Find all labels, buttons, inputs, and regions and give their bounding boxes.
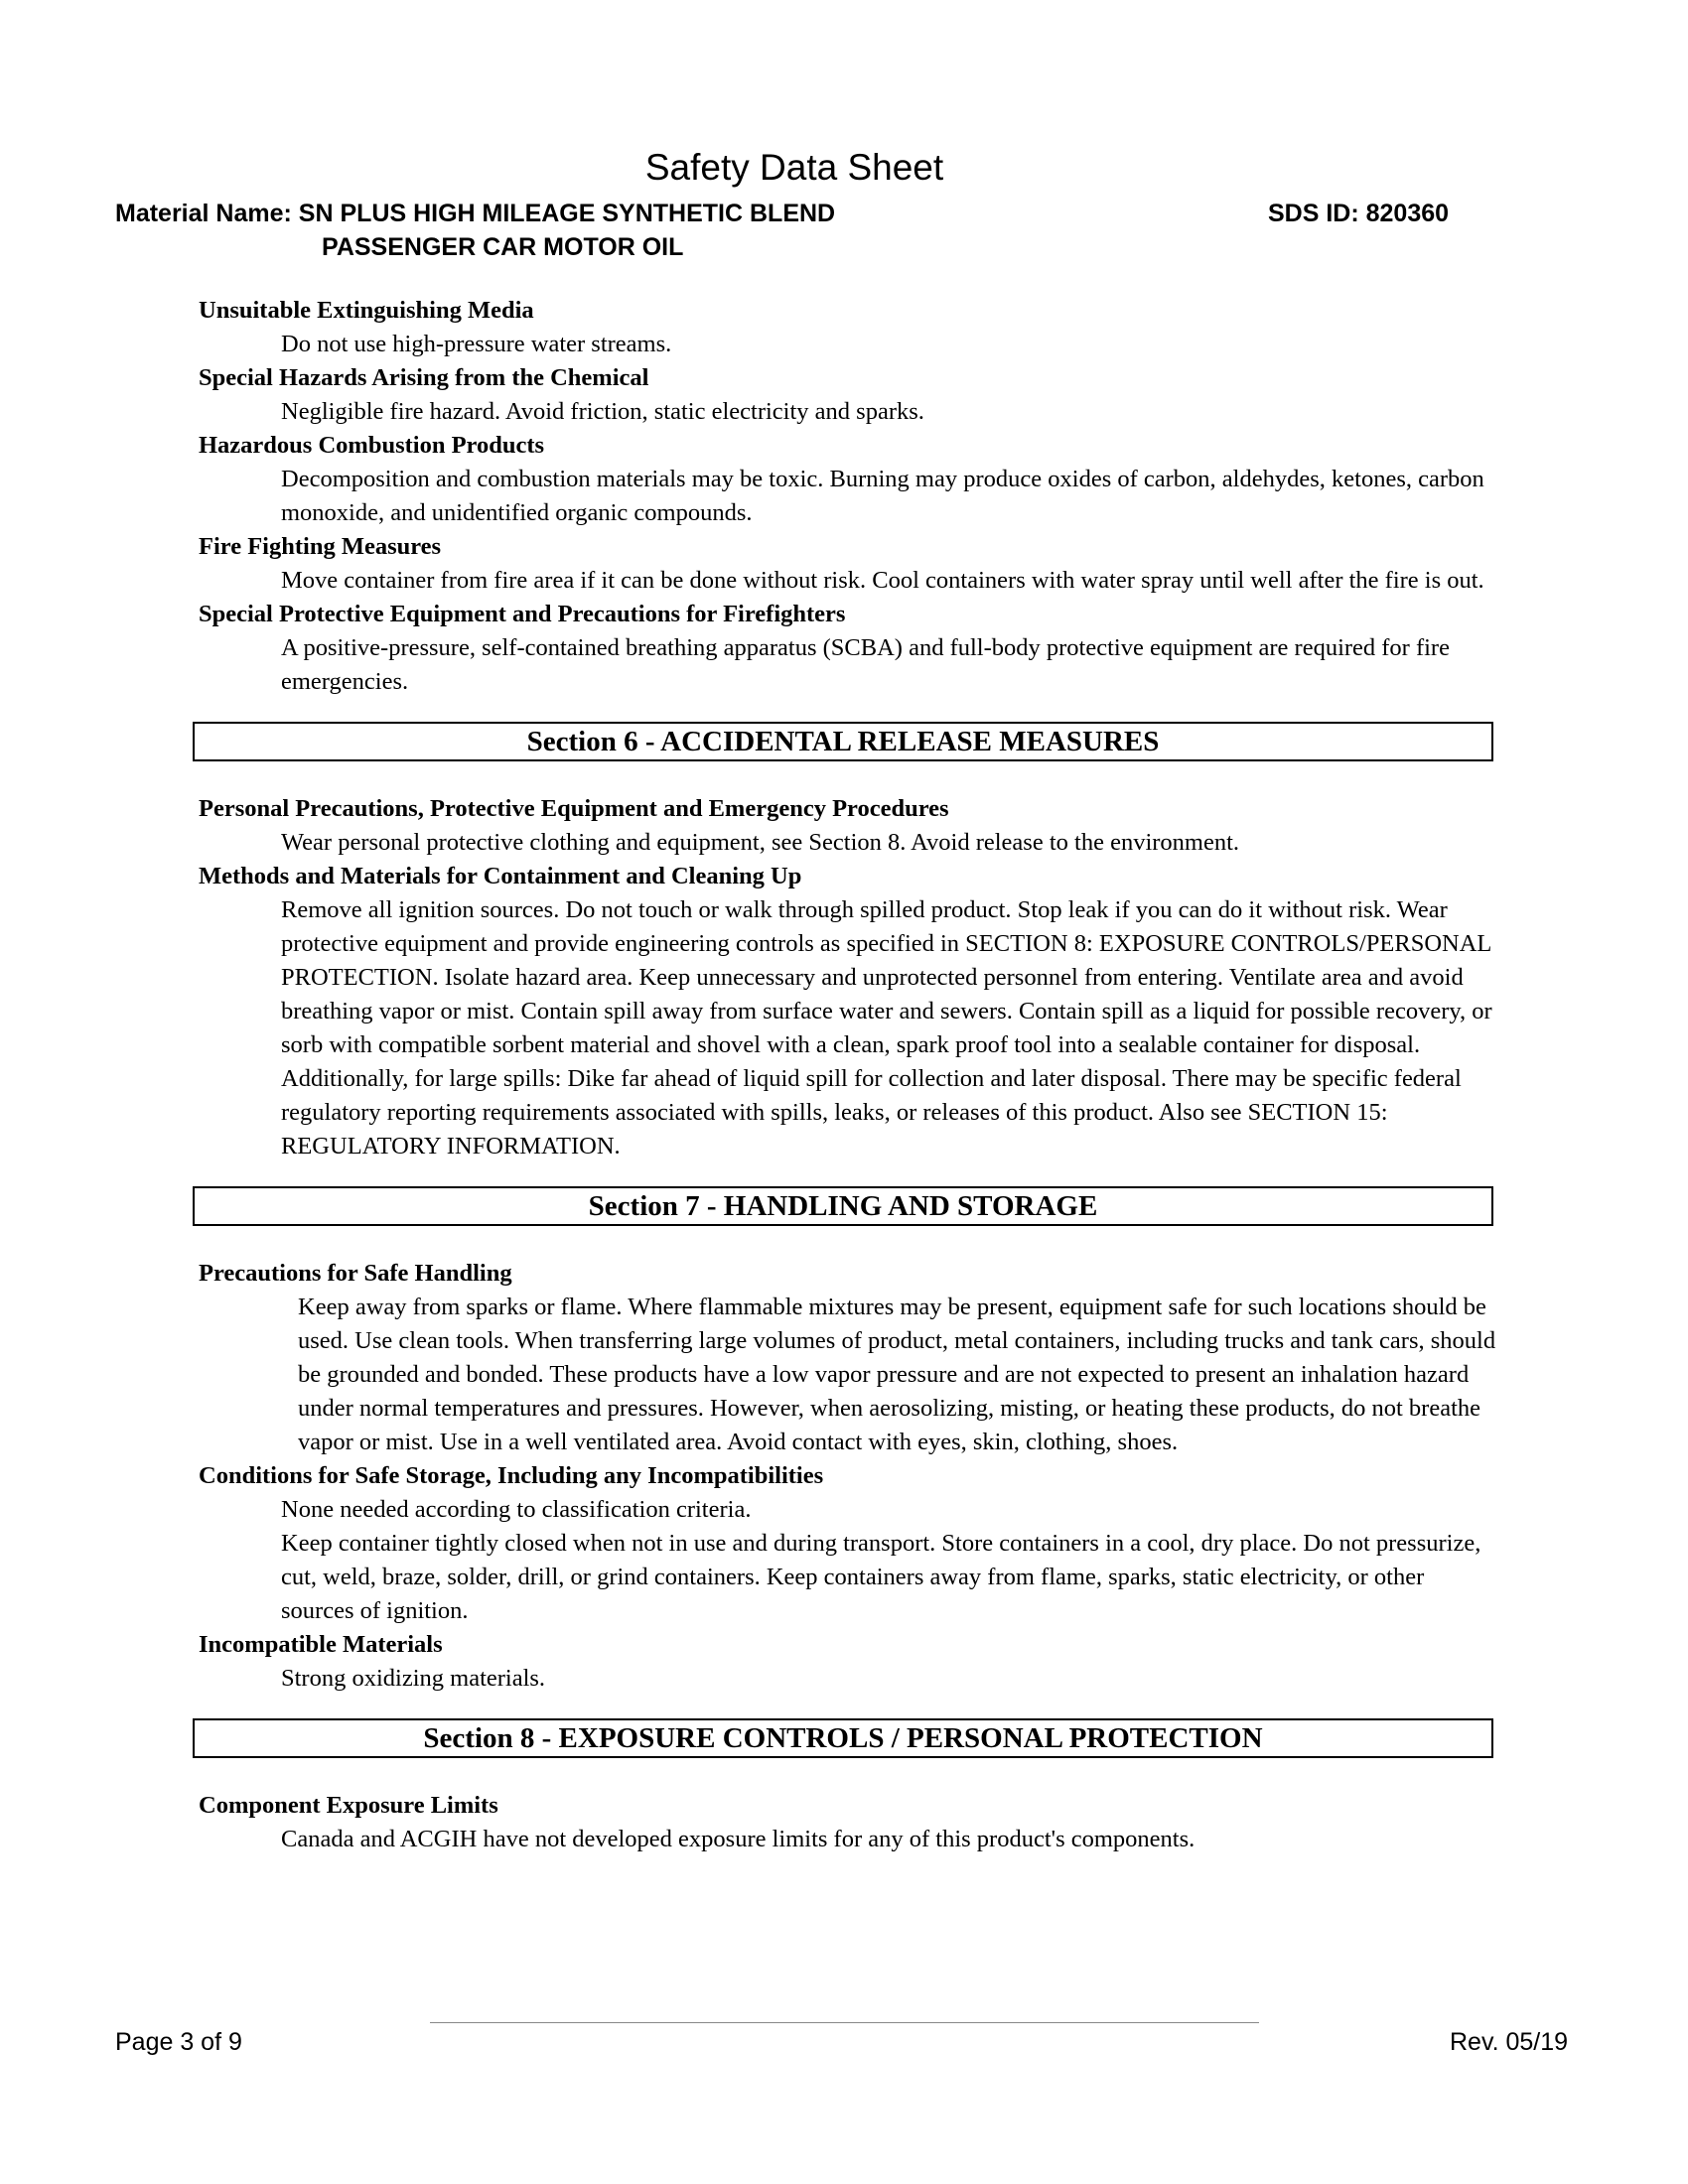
paragraph-fire-fighting: Move container from fire area if it can be done without risk. Cool containers with water spray until well after the fire is out.	[281, 567, 1484, 594]
paragraph-protective-equipment: A positive-pressure, self-contained breathing apparatus (SCBA) and full-body protective equipment are required for fire emergencies.	[281, 634, 1450, 695]
sds-id: SDS ID: 820360	[1268, 200, 1450, 227]
material-name	[115, 197, 835, 264]
page-number: Page 3 of 9	[115, 2028, 242, 2056]
paragraph-special-hazards: Negligible fire hazard. Avoid friction, static electricity and sparks.	[281, 398, 924, 425]
section-7-title: Section 7 - HANDLING AND STORAGE	[193, 1186, 1493, 1226]
subheading-protective-equipment: Special Protective Equipment and Precautions for Firefighters	[199, 601, 846, 627]
subheading-special-hazards: Special Hazards Arising from the Chemical	[199, 364, 649, 391]
section-6-title: Section 6 - ACCIDENTAL RELEASE MEASURES	[193, 722, 1493, 761]
paragraph-safe-storage-2: Keep container tightly closed when not in use and during transport. Store containers in a cool, dry place. Do not pressurize, cut, weld, braze, solder, drill, or grind containers. Keep containers away from flame, sparks, static electricity, or other sources of ignition.	[281, 1530, 1481, 1624]
paragraph-containment: Remove all ignition sources. Do not touch or walk through spilled product. Stop leak if you can do it without risk. Wear protective equipment and provide engineering controls as specified in SECTION 8: EXPOSURE CONTROLS/PERSONAL PROTECTION. Isolate hazard area. Keep unnecessary and unprotected personnel from entering. Ventilate area and avoid breathing vapor or mist. Contain spill away from surface water and sewers. Contain spill as a liquid for possible recovery, or sorb with compatible sorbent material and shovel with a clean, spark proof tool into a sealable container for disposal. Additionally, for large spills: Dike far ahead of liquid spill for collection and later disposal. There may be specific federal regulatory reporting requirements associated with spills, leaks, or releases of this product. Also see SECTION 15: REGULATORY INFORMATION.	[281, 896, 1492, 1160]
page-title: Safety Data Sheet	[644, 147, 944, 188]
paragraph-exposure-limits: Canada and ACGIH have not developed exposure limits for any of this product's components.	[281, 1826, 1196, 1852]
paragraph-safe-handling: Keep away from sparks or flame. Where flammable mixtures may be present, equipment safe for such locations should be used. Use clean tools. When transferring large volumes of product, metal containers, including trucks and tank cars, should be grounded and bonded. These products have a low vapor pressure and are not expected to present an inhalation hazard under normal temperatures and pressures. However, when aerosolizing, misting, or heating these products, do not breathe vapor or mist. Use in a well ventilated area. Avoid contact with eyes, skin, clothing, shoes.	[298, 1294, 1496, 1455]
subheading-personal-precautions: Personal Precautions, Protective Equipment and Emergency Procedures	[199, 795, 949, 822]
paragraph-personal-precautions: Wear personal protective clothing and equipment, see Section 8. Avoid release to the environment.	[281, 829, 1240, 856]
material-name-line1: Material Name: SN PLUS HIGH MILEAGE SYNTHETIC BLEND	[115, 200, 836, 227]
material-name-line2: PASSENGER CAR MOTOR OIL	[322, 233, 684, 261]
subheading-incompatible-materials: Incompatible Materials	[199, 1631, 443, 1658]
paragraph-combustion-products: Decomposition and combustion materials may be toxic. Burning may produce oxides of carbon, aldehydes, ketones, carbon monoxide, and unidentified organic compounds.	[281, 466, 1484, 526]
paragraph-safe-storage-1: None needed according to classification criteria.	[281, 1496, 752, 1523]
section-8-title: Section 8 - EXPOSURE CONTROLS / PERSONAL PROTECTION	[193, 1718, 1493, 1758]
footer-divider	[430, 2022, 1259, 2023]
document-body	[199, 294, 1499, 1856]
subheading-combustion-products: Hazardous Combustion Products	[199, 432, 545, 459]
revision-date: Rev. 05/19	[1450, 2028, 1569, 2056]
paragraph-unsuitable-media: Do not use high-pressure water streams.	[281, 331, 672, 357]
subheading-unsuitable-media: Unsuitable Extinguishing Media	[199, 297, 534, 324]
subheading-safe-handling: Precautions for Safe Handling	[199, 1260, 512, 1287]
subheading-safe-storage: Conditions for Safe Storage, Including any Incompatibilities	[199, 1462, 824, 1489]
subheading-fire-fighting: Fire Fighting Measures	[199, 533, 442, 560]
subheading-exposure-limits: Component Exposure Limits	[199, 1792, 498, 1819]
paragraph-incompatible-materials: Strong oxidizing materials.	[281, 1665, 546, 1692]
subheading-containment: Methods and Materials for Containment and Cleaning Up	[199, 863, 802, 889]
